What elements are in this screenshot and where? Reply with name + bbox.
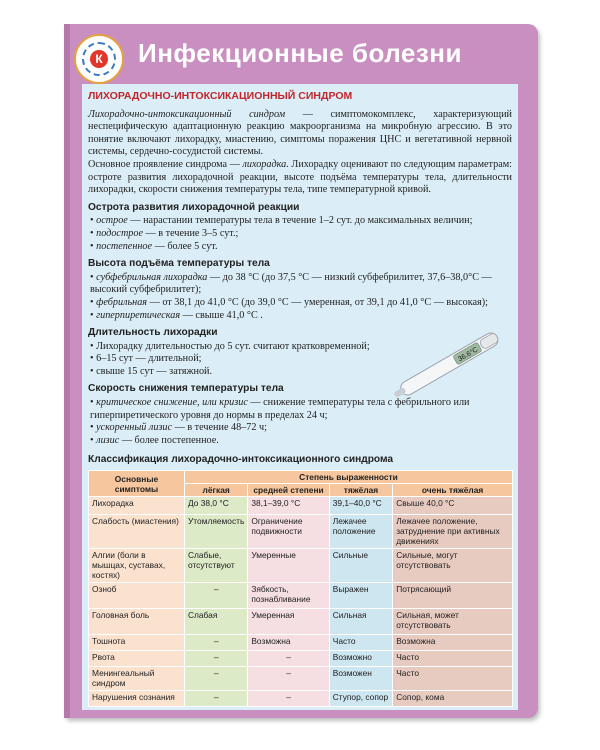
symptom-cell: Тошнота	[89, 635, 185, 651]
table-cell: Свыше 40,0 °С	[393, 497, 513, 515]
main-lead: Основное проявление синдрома —	[88, 158, 243, 170]
item-text: свыше 15 сут — затяжной.	[96, 365, 213, 377]
table-cell: Потрясающий	[393, 583, 513, 609]
section-title: ЛИХОРАДОЧНО-ИНТОКСИКАЦИОННЫЙ СИНДРОМ	[88, 90, 353, 102]
term: постепенное	[96, 240, 153, 252]
col-symptoms-header: Основные симптомы	[89, 471, 185, 497]
symptom-cell: Менингеальный синдром	[89, 667, 185, 691]
table-cell: Выражен	[329, 583, 392, 609]
list-item: • лизис — более постепенное.	[90, 434, 219, 446]
page-title: Инфекционные болезни	[138, 38, 462, 68]
table-cell: Возможна	[248, 635, 329, 651]
list-item: • Лихорадку длительностью до 5 сут. считают кратковременной;	[90, 340, 370, 352]
table-cell: 38,1–39,0 °С	[248, 497, 329, 515]
table-cell: –	[248, 651, 329, 667]
table-cell: Возможно	[329, 651, 392, 667]
logo	[74, 34, 124, 84]
item-text: — от 38,1 до 41,0 °С (до 39,0 °С — умеренная, от 39,1 до 41,0 °С — высокая);	[147, 296, 488, 308]
logo-letter: К	[90, 50, 108, 68]
item-text: — более постепенное.	[119, 434, 219, 446]
degree-light-header: лёгкая	[184, 484, 247, 497]
degree-very-heavy-header: очень тяжёлая	[393, 484, 513, 497]
table-cell: Умеренные	[248, 549, 329, 583]
term: гиперпиретическая	[96, 309, 181, 321]
table-row	[89, 515, 513, 549]
term: острое	[96, 215, 128, 227]
table-row	[89, 635, 513, 651]
intro-paragraph	[88, 109, 512, 159]
item-text: — свыше 41,0 °С .	[180, 309, 263, 321]
table-cell: –	[184, 635, 247, 651]
list-item: • 6–15 сут — длительной;	[90, 353, 202, 365]
intro-term: Лихорадочно-интоксикационный синдром	[88, 108, 286, 120]
table-cell: Часто	[393, 651, 513, 667]
table-cell: Часто	[329, 635, 392, 651]
table-cell: Зябкость, познабливание	[248, 583, 329, 609]
thermometer-icon	[386, 318, 516, 408]
table-cell: –	[184, 667, 247, 691]
item-text: — снижение температуры тела с фебрильного или гиперпиретического уровня до нормы в пределах 24 ч;	[90, 397, 470, 421]
table-cell: –	[248, 667, 329, 691]
item-text: — нарастании температуры тела в течение 1–2 сут. до максимальных величин;	[127, 215, 473, 227]
table-cell: Слабая	[184, 609, 247, 635]
card-spine	[64, 24, 70, 718]
table-row	[89, 583, 513, 609]
speed-title: Скорость снижения температуры тела	[88, 383, 284, 395]
list-item: • ускоренный лизис — в течение 48–72 ч;	[90, 422, 267, 434]
table-cell: Возможен	[329, 667, 392, 691]
table-cell: Лежачее положение, затруднение при активных движениях	[393, 515, 513, 549]
symptom-cell: Лихорадка	[89, 497, 185, 515]
table-cell: –	[248, 691, 329, 707]
symptom-cell: Озноб	[89, 583, 185, 609]
term: критическое снижение, или кризис	[96, 397, 248, 409]
degree-medium-header: средней степени	[248, 484, 329, 497]
item-text: — до 38 °С (до 37,5 °С — низкий субфебрилитет, 37,6–38,0°С — высокий субфебрилитет);	[90, 271, 492, 296]
table-cell: Слабые, отсутствуют	[184, 549, 247, 583]
table-cell: –	[184, 583, 247, 609]
height-title: Высота подъёма температуры тела	[88, 258, 270, 270]
item-text: — в течение 3–5 сут.;	[143, 227, 239, 239]
table-cell: –	[184, 651, 247, 667]
table-cell: –	[184, 691, 247, 707]
symptom-cell: Нарушения сознания	[89, 691, 185, 707]
item-text: — в течение 48–72 ч;	[172, 422, 267, 434]
classification-title: Классификация лихорадочно-интоксикационного синдрома	[88, 454, 394, 465]
thermometer-reading: 36.6°C	[457, 346, 480, 364]
table-cell: Лежачее положение	[329, 515, 392, 549]
list-item: • фебрильная — от 38,1 до 41,0 °С (до 39,0 °С — умеренная, от 39,1 до 41,0 °С — высокая);	[90, 296, 488, 308]
list-item: • субфебрильная лихорадка — до 38 °С (до 37,5 °С — низкий субфебрилитет, 37,6–38,0°С — высокий субфебрилитет);	[90, 271, 492, 296]
symptom-cell: Рвота	[89, 651, 185, 667]
list-item: • острое — нарастании температуры тела в течение 1–2 сут. до максимальных величин;	[90, 215, 473, 227]
table-row	[89, 609, 513, 635]
table-row	[89, 549, 513, 583]
table-cell: Сопор, кома	[393, 691, 513, 707]
term: лизис	[96, 434, 120, 446]
table-cell: 39,1–40,0 °С	[329, 497, 392, 515]
list-item: • критическое снижение, или кризис — снижение температуры тела с фебрильного или гиперпиретического уровня до нормы в пределах 24 ч;	[90, 397, 470, 421]
item-text: — более 5 сут.	[152, 240, 218, 252]
term: субфебрильная лихорадка	[96, 271, 208, 283]
table-row	[89, 651, 513, 667]
item-text: Лихорадку длительностью до 5 сут. считают кратковременной;	[96, 340, 370, 352]
term: подострое	[96, 227, 144, 239]
table-cell: Утомляемость	[184, 515, 247, 549]
main-term: лихорадка.	[242, 158, 289, 170]
table-cell: Сильные	[329, 549, 392, 583]
table-cell: Сильная	[329, 609, 392, 635]
table-row	[89, 691, 513, 707]
table-cell: Возможна	[393, 635, 513, 651]
col-degree-header: Степень выраженности	[184, 471, 512, 484]
table-row	[89, 497, 513, 515]
term: ускоренный лизис	[96, 422, 173, 434]
table-cell: Умеренная	[248, 609, 329, 635]
table-cell: Ограничение подвижности	[248, 515, 329, 549]
table-cell: Часто	[393, 667, 513, 691]
list-item: • постепенное — более 5 сут.	[90, 240, 218, 252]
main-text: Лихорадку оценивают по следующим параметрам: остроте развития лихорадочной реакции, высоте подъёма температуры тела, длительности лихорадки, скорости снижения температуры тела, типе температурной кривой.	[88, 158, 513, 196]
table-cell: Ступор, сопор	[329, 691, 392, 707]
term: фебрильная	[96, 296, 148, 308]
symptom-cell: Головная боль	[89, 609, 185, 635]
list-item: • подострое — в течение 3–5 сут.;	[90, 227, 239, 239]
acuity-title: Острота развития лихорадочной реакции	[88, 201, 300, 213]
symptom-cell: Алгии (боли в мышцах, суставах, костях)	[89, 549, 185, 583]
list-item: • гиперпиретическая — свыше 41,0 °С .	[90, 309, 263, 321]
table-header-row	[89, 471, 513, 484]
table-cell: Сильная, может отсутствовать	[393, 609, 513, 635]
classification-table	[88, 470, 513, 707]
table-cell: До 38,0 °С	[184, 497, 247, 515]
list-item: • свыше 15 сут — затяжной.	[90, 365, 213, 377]
main-paragraph	[88, 159, 512, 197]
symptom-cell: Слабость (миастения)	[89, 515, 185, 549]
table-cell: Сильные, могут отсутствовать	[393, 549, 513, 583]
degree-heavy-header: тяжёлая	[329, 484, 392, 497]
item-text: 6–15 сут — длительной;	[96, 353, 202, 365]
intro-text: — симптомокомплекс, характеризующий неспецифическую адаптационную реакцию макроорганизма на микробную агрессию. В это понятие включают лихорадку, миастению, симптомы поражения ЦНС и вегетативной нервной системы, сердечно-сосудистой системы.	[88, 108, 512, 158]
duration-title: Длительность лихорадки	[88, 327, 218, 339]
table-row	[89, 667, 513, 691]
